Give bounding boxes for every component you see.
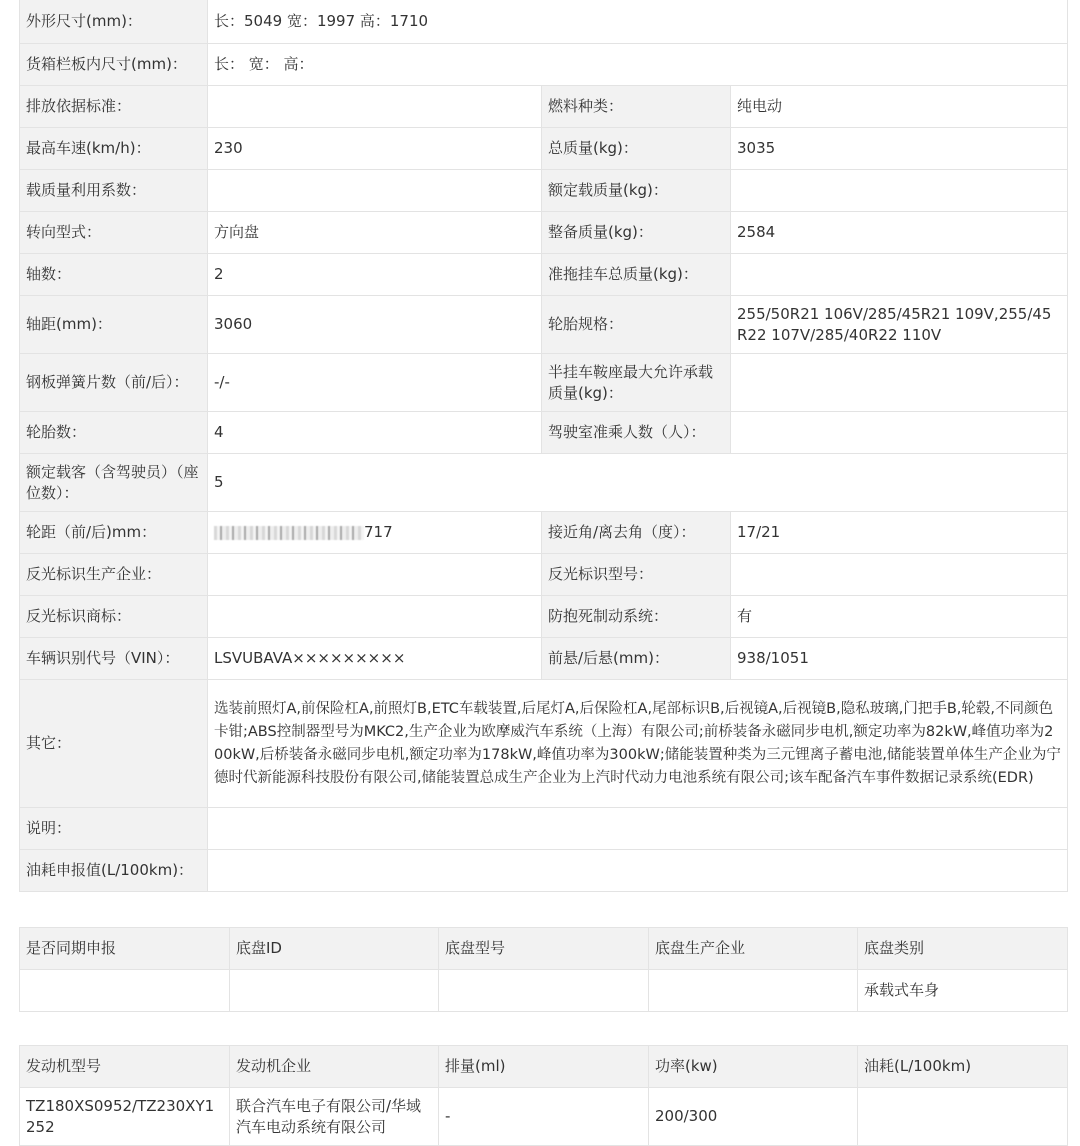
spec-value bbox=[731, 254, 1068, 296]
spec-label: 接近角/离去角（度）： bbox=[542, 512, 731, 554]
spec-value: LSVUBAVA××××××××× bbox=[208, 638, 542, 680]
spec-label: 车辆识别代号（VIN）： bbox=[20, 638, 208, 680]
spec-value: 长： 宽： 高： bbox=[208, 44, 1068, 86]
engine-header: 功率(kw) bbox=[649, 1046, 858, 1088]
spec-value bbox=[208, 596, 542, 638]
spec-label: 额定载客（含驾驶员）（座位数）： bbox=[20, 454, 208, 512]
spec-label: 载质量利用系数： bbox=[20, 170, 208, 212]
chassis-header: 是否同期申报 bbox=[20, 928, 230, 970]
spec-value: 17/21 bbox=[731, 512, 1068, 554]
spec-table bbox=[19, 0, 1068, 892]
redacted-blur bbox=[214, 526, 364, 540]
spec-value bbox=[208, 86, 542, 128]
spec-value bbox=[208, 170, 542, 212]
chassis-cell: 承载式车身 bbox=[858, 970, 1068, 1012]
spec-value-track bbox=[208, 512, 542, 554]
spec-label: 整备质量(kg)： bbox=[542, 212, 731, 254]
engine-header: 发动机企业 bbox=[230, 1046, 439, 1088]
spec-value bbox=[208, 554, 542, 596]
chassis-cell bbox=[439, 970, 649, 1012]
spec-value bbox=[731, 554, 1068, 596]
spec-value: 纯电动 bbox=[731, 86, 1068, 128]
spec-value: 2 bbox=[208, 254, 542, 296]
chassis-header-row bbox=[20, 928, 1068, 970]
spec-value bbox=[208, 808, 1068, 850]
spec-value: 717 bbox=[364, 523, 393, 541]
engine-cell: - bbox=[439, 1088, 649, 1146]
chassis-header: 底盘ID bbox=[230, 928, 439, 970]
spec-row-other bbox=[20, 680, 1068, 808]
engine-cell bbox=[858, 1088, 1068, 1146]
spec-row bbox=[20, 212, 1068, 254]
engine-header-row bbox=[20, 1046, 1068, 1088]
spec-row-passengers bbox=[20, 454, 1068, 512]
chassis-table bbox=[19, 927, 1068, 1012]
spec-value: 有 bbox=[731, 596, 1068, 638]
spec-row bbox=[20, 170, 1068, 212]
chassis-cell bbox=[649, 970, 858, 1012]
spec-row bbox=[20, 128, 1068, 170]
spec-label: 轮胎规格： bbox=[542, 296, 731, 354]
chassis-data-row bbox=[20, 970, 1068, 1012]
spec-value: 938/1051 bbox=[731, 638, 1068, 680]
spec-label: 总质量(kg)： bbox=[542, 128, 731, 170]
chassis-cell bbox=[230, 970, 439, 1012]
chassis-header: 底盘型号 bbox=[439, 928, 649, 970]
spec-label: 防抱死制动系统： bbox=[542, 596, 731, 638]
spec-label: 半挂车鞍座最大允许承载质量(kg)： bbox=[542, 354, 731, 412]
spec-label: 反光标识生产企业： bbox=[20, 554, 208, 596]
engine-header: 发动机型号 bbox=[20, 1046, 230, 1088]
spec-label: 反光标识商标： bbox=[20, 596, 208, 638]
spec-label: 反光标识型号： bbox=[542, 554, 731, 596]
spec-row bbox=[20, 638, 1068, 680]
spec-label: 驾驶室准乘人数（人）： bbox=[542, 412, 731, 454]
spec-label: 前悬/后悬(mm)： bbox=[542, 638, 731, 680]
spec-value: 4 bbox=[208, 412, 542, 454]
spec-value: 选装前照灯A,前保险杠A,前照灯B,ETC车载装置,后尾灯A,后保险杠A,尾部标识B,后视镜A,后视镜B,隐私玻璃,门把手B,轮毂,不同颜色卡钳;ABS控制器型号为MKC2,生产企业为欧摩威汽车系统（上海）有限公司;前桥装备永磁同步电机,额定功率为82kW,峰值功率为200kW,后桥装备永磁同步电机,额定功率为178kW,峰值功率为300kW;储能装置种类为三元锂离子蓄电池,储能装置单体生产企业为宁德时代新能源科技股份有限公司,储能装置总成生产企业为上汽时代动力电池系统有限公司;该车配备汽车事件数据记录系统(EDR) bbox=[208, 680, 1068, 808]
spec-label: 最高车速(km/h)： bbox=[20, 128, 208, 170]
spec-row-dimensions bbox=[20, 0, 1068, 44]
spec-label: 轮距（前/后)mm： bbox=[20, 512, 208, 554]
spec-label: 油耗申报值(L/100km)： bbox=[20, 850, 208, 892]
spec-label: 轴数： bbox=[20, 254, 208, 296]
spec-value: 5 bbox=[208, 454, 1068, 512]
engine-cell: 联合汽车电子有限公司/华域汽车电动系统有限公司 bbox=[230, 1088, 439, 1146]
chassis-header: 底盘生产企业 bbox=[649, 928, 858, 970]
spec-row-cargo-box bbox=[20, 44, 1068, 86]
spec-label: 其它： bbox=[20, 680, 208, 808]
spec-value: 长：5049 宽：1997 高：1710 bbox=[208, 0, 1068, 44]
engine-header: 排量(ml) bbox=[439, 1046, 649, 1088]
spec-row bbox=[20, 412, 1068, 454]
spec-label: 货箱栏板内尺寸(mm)： bbox=[20, 44, 208, 86]
spec-value bbox=[208, 850, 1068, 892]
engine-cell: TZ180XS0952/TZ230XY1252 bbox=[20, 1088, 230, 1146]
spec-value: 方向盘 bbox=[208, 212, 542, 254]
spec-value: 3035 bbox=[731, 128, 1068, 170]
spec-value: 255/50R21 106V/285/45R21 109V,255/45R22 107V/285/40R22 110V bbox=[731, 296, 1068, 354]
spec-value: 230 bbox=[208, 128, 542, 170]
spec-value: 2584 bbox=[731, 212, 1068, 254]
spec-row bbox=[20, 296, 1068, 354]
spec-row-fuel bbox=[20, 850, 1068, 892]
spec-label: 转向型式： bbox=[20, 212, 208, 254]
spec-label: 钢板弹簧片数（前/后）： bbox=[20, 354, 208, 412]
spec-label: 排放依据标准： bbox=[20, 86, 208, 128]
spec-value bbox=[731, 354, 1068, 412]
chassis-cell bbox=[20, 970, 230, 1012]
engine-cell: 200/300 bbox=[649, 1088, 858, 1146]
spec-label: 燃料种类： bbox=[542, 86, 731, 128]
spec-row bbox=[20, 596, 1068, 638]
spec-label: 说明： bbox=[20, 808, 208, 850]
spec-value bbox=[731, 170, 1068, 212]
spec-value bbox=[731, 412, 1068, 454]
spec-row bbox=[20, 86, 1068, 128]
spec-row-track bbox=[20, 512, 1068, 554]
spec-row bbox=[20, 554, 1068, 596]
spec-row-note bbox=[20, 808, 1068, 850]
spec-value: 3060 bbox=[208, 296, 542, 354]
spec-label: 准拖挂车总质量(kg)： bbox=[542, 254, 731, 296]
engine-header: 油耗(L/100km) bbox=[858, 1046, 1068, 1088]
spec-label: 外形尺寸(mm)： bbox=[20, 0, 208, 44]
spec-label: 轴距(mm)： bbox=[20, 296, 208, 354]
spec-value: -/- bbox=[208, 354, 542, 412]
spec-row bbox=[20, 354, 1068, 412]
engine-data-row bbox=[20, 1088, 1068, 1146]
spec-label: 轮胎数： bbox=[20, 412, 208, 454]
engine-table bbox=[19, 1045, 1068, 1146]
spec-label: 额定载质量(kg)： bbox=[542, 170, 731, 212]
chassis-header: 底盘类别 bbox=[858, 928, 1068, 970]
spec-row bbox=[20, 254, 1068, 296]
